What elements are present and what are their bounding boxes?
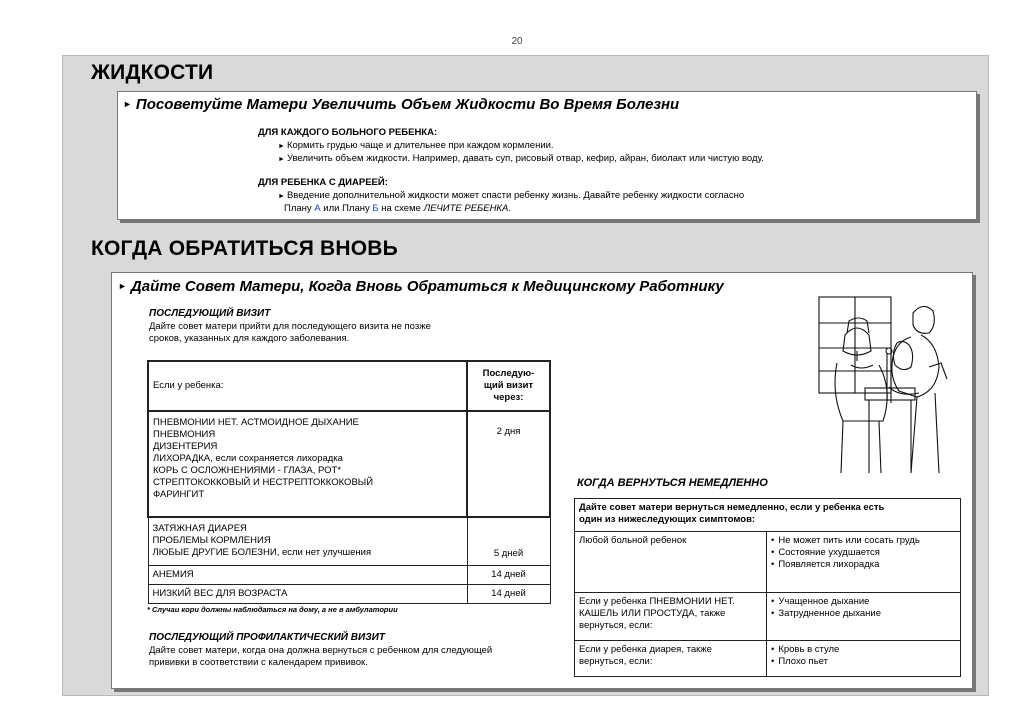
arrow-right-icon: ►: [123, 99, 132, 109]
table-cell: АНЕМИЯ: [148, 565, 467, 584]
sick-child-item: [258, 153, 764, 167]
page-number: 20: [511, 36, 523, 47]
diarrhea-line-2-part: или Плану: [320, 203, 373, 214]
list-item: • Кровь в стуле: [771, 644, 956, 656]
list-item: • Затрудненное дыхание: [771, 608, 956, 620]
fluids-card-title: [123, 96, 679, 113]
condition-line: КОРЬ С ОСЛОЖНЕНИЯМИ - ГЛАЗА, РОТ*: [153, 465, 342, 476]
prevent-text: Дайте совет матери, когда она должна вернуться с ребенком для следующей: [149, 644, 493, 656]
prevent-title: ПОСЛЕДУЮЩИЙ ПРОФИЛАКТИЧЕСКИЙ ВИЗИТ: [149, 632, 385, 643]
label-line: Если у ребенка ПНЕВМОНИИ НЕТ.: [579, 596, 735, 607]
table-header-cell: [467, 361, 550, 411]
table-cell: 14 дней: [467, 565, 550, 584]
table-cell: [148, 517, 467, 565]
diarrhea-label: ДЛЯ РЕБЕНКА С ДИАРЕЕЙ:: [258, 177, 388, 188]
list-item: • Плохо пьет: [771, 656, 956, 668]
condition-line: ПНЕВМОНИИ НЕТ. АСТМОИДНОЕ ДЫХАНИЕ: [153, 417, 359, 428]
condition-line: СТРЕПТОКОККОВЫЙ И НЕСТРЕПТОККОКОВЫЙ: [153, 477, 374, 488]
table-header-cell: [575, 499, 961, 532]
nurse-mother-illustration: [817, 293, 957, 483]
list-item: • Учащенное дыхание: [771, 596, 956, 608]
fluids-card: [117, 91, 977, 220]
table-cell: [148, 411, 467, 517]
diarrhea-text-line-2: [258, 203, 744, 216]
table-row: [148, 517, 550, 565]
symptom-list: [771, 535, 956, 571]
table-cell: [767, 641, 961, 677]
table-cell: 2 дня: [467, 411, 550, 517]
sick-child-item-text: Кормить грудью чаще и длительнее при каждом кормлении.: [286, 139, 554, 151]
table-cell: [575, 593, 767, 641]
list-item: • Появляется лихорадка: [771, 559, 956, 571]
content-panel: [62, 55, 989, 696]
arrow-right-icon: ►: [278, 156, 285, 163]
table-header-cell: Если у ребенка:: [148, 361, 467, 411]
return-card-title: [118, 278, 724, 295]
header-line: щий визит: [483, 380, 534, 391]
condition-line: ЗАТЯЖНАЯ ДИАРЕЯ: [152, 523, 247, 534]
diarrhea-text-line: [258, 190, 744, 204]
label-line: Если у ребенка диарея, также: [579, 644, 712, 655]
diarrhea-line-1: Введение дополнительной жидкости может спасти ребенку жизнь. Давайте ребенку жидкости согласно: [286, 189, 745, 201]
table-row: [575, 641, 961, 677]
prevent-block: [149, 632, 492, 670]
condition-line: ЛИХОРАДКА, если сохраняется лихорадка: [153, 453, 343, 464]
table-row: [575, 593, 961, 641]
list-item: • Не может пить или сосать грудь: [771, 535, 956, 547]
return-heading: КОГДА ОБРАТИТЬСЯ ВНОВЬ: [91, 237, 398, 260]
fluids-card-title-text: Посоветуйте Матери Увеличить Объем Жидкости Во Время Болезни: [135, 96, 680, 113]
header-line: один из нижеследующих симптомов:: [579, 514, 756, 525]
footnote: * Случаи кори должны наблюдаться на дому, а не в амбулатории: [147, 605, 398, 614]
arrow-right-icon: ►: [278, 142, 285, 150]
return-card: [111, 272, 973, 689]
followup-text: Дайте совет матери прийти для последующего визита не позже: [149, 320, 431, 332]
table-cell: [767, 593, 961, 641]
fluids-diarrhea-block: [258, 177, 744, 216]
diarrhea-line-2-part: Плану: [284, 203, 315, 214]
table-cell: Любой больной ребенок: [575, 532, 767, 593]
diarrhea-line-2-part: .: [508, 203, 512, 214]
table-row: [148, 584, 550, 603]
condition-line: ПРОБЛЕМЫ КОРМЛЕНИЯ: [152, 535, 271, 546]
plan-a-letter: А: [314, 203, 321, 214]
arrow-right-icon: ►: [118, 281, 127, 291]
header-line: Дайте совет матери вернуться немедленно, если у ребенка есть: [579, 502, 885, 513]
fluids-sick-child-block: [258, 127, 764, 167]
followup-title: ПОСЛЕДУЮЩИЙ ВИЗИТ: [149, 308, 271, 319]
return-card-title-text: Дайте Совет Матери, Когда Вновь Обратиться к Медицинскому Работнику: [130, 278, 724, 295]
prevent-text: прививки в соответствии с календарем прививок.: [149, 657, 368, 668]
table-cell: НИЗКИЙ ВЕС ДЛЯ ВОЗРАСТА: [148, 584, 467, 603]
table-row: [148, 565, 550, 584]
condition-line: ЛЮБЫЕ ДРУГИЕ БОЛЕЗНИ, если нет улучшения: [152, 547, 372, 558]
fluids-heading: ЖИДКОСТИ: [91, 61, 214, 84]
sick-child-item: [258, 140, 764, 154]
table-row: [575, 532, 961, 593]
treat-child-reference: ЛЕЧИТЕ РЕБЕНКА: [423, 203, 509, 214]
header-line: Последую-: [482, 368, 535, 379]
label-line: вернуться, если:: [579, 620, 653, 631]
followup-table: [147, 360, 551, 604]
table-cell: 5 дней: [467, 517, 550, 565]
condition-line: ФАРИНГИТ: [153, 489, 205, 500]
immediate-title: КОГДА ВЕРНУТЬСЯ НЕМЕДЛЕННО: [577, 477, 768, 489]
table-cell: [575, 641, 767, 677]
label-line: вернуться, если:: [579, 656, 653, 667]
table-header-row: [148, 361, 550, 411]
table-header-row: [575, 499, 961, 532]
sick-child-item-text: Увеличить объем жидкости. Например, давать суп, рисовый отвар, кефир, айран, биолакт или чистую воду.: [286, 153, 764, 164]
return-immediately-table: [574, 498, 961, 677]
followup-block: [149, 308, 431, 346]
arrow-right-icon: ►: [278, 192, 285, 200]
table-cell: [767, 532, 961, 593]
diarrhea-line-2-part: на схеме: [378, 203, 424, 214]
plan-b-letter: Б: [372, 203, 379, 214]
symptom-list: [771, 596, 956, 620]
condition-line: ДИЗЕНТЕРИЯ: [153, 441, 218, 452]
table-cell: 14 дней: [467, 584, 550, 603]
header-line: через:: [493, 392, 524, 403]
symptom-list: [771, 644, 956, 668]
list-item: • Состояние ухудшается: [771, 547, 956, 559]
table-row: [148, 411, 550, 517]
label-line: КАШЕЛЬ ИЛИ ПРОСТУДА, также: [579, 608, 726, 619]
condition-line: ПНЕВМОНИЯ: [153, 429, 216, 440]
followup-text: сроков, указанных для каждого заболевания.: [149, 333, 350, 344]
sick-child-label: ДЛЯ КАЖДОГО БОЛЬНОГО РЕБЕНКА:: [258, 127, 438, 138]
